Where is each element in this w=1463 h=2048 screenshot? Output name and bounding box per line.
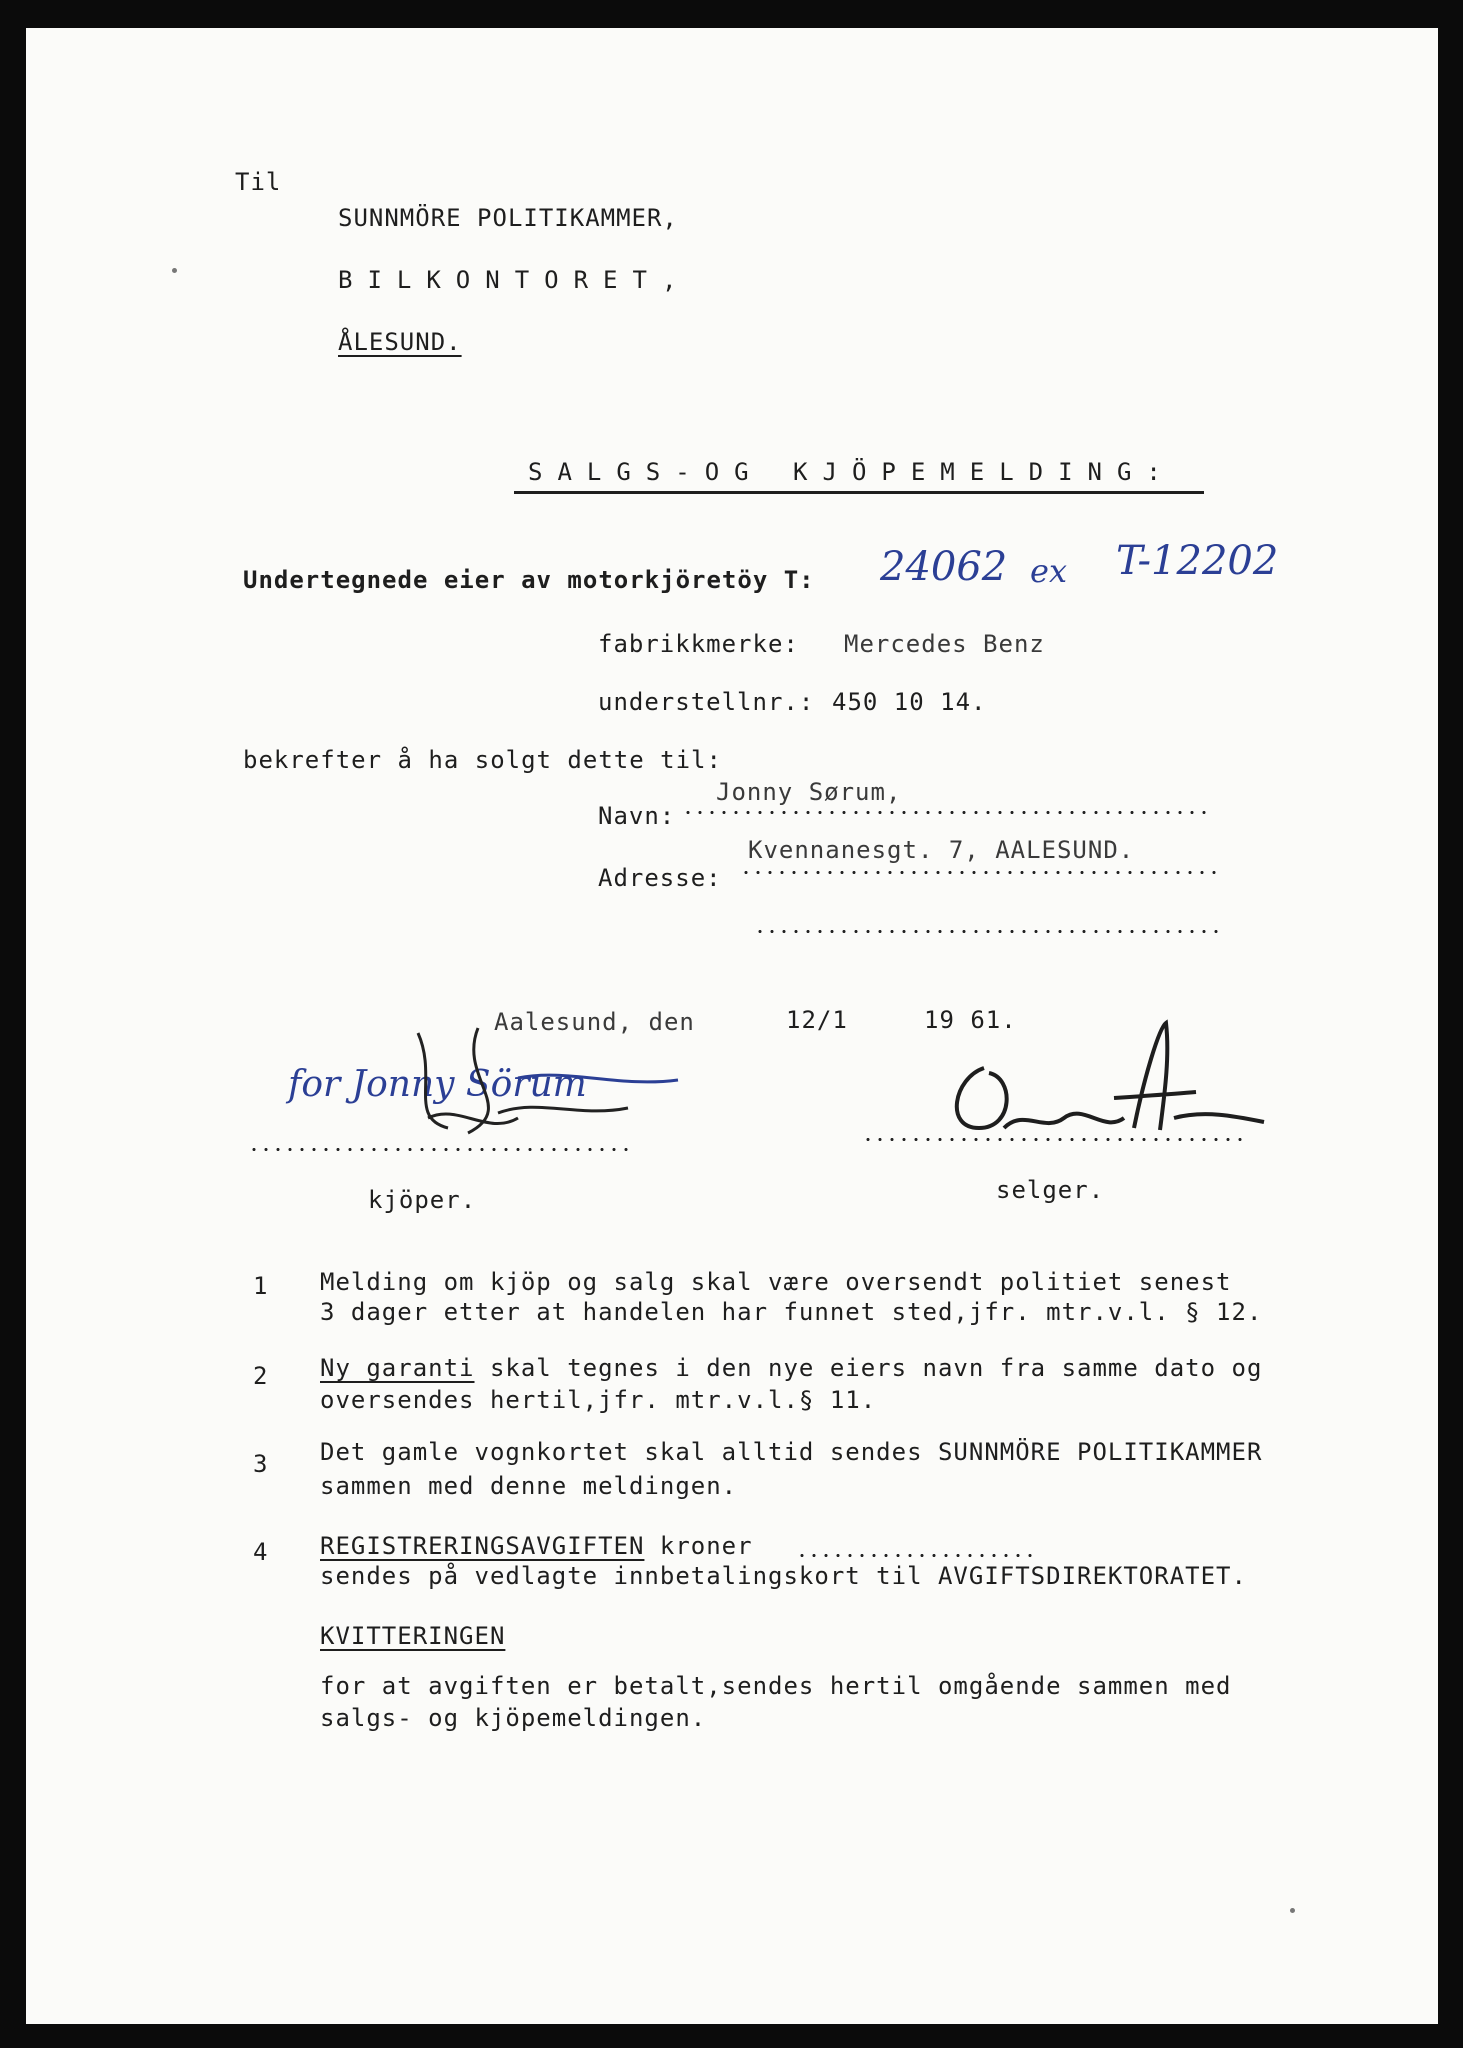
address-line-3: ÅLESUND.: [338, 328, 462, 356]
address-line-2: BILKONTORET,: [338, 266, 692, 294]
note-text: skal tegnes i den nye eiers navn fra samme dato og: [474, 1354, 1263, 1382]
document-page: [26, 28, 1438, 2024]
note-line: oversendes hertil,jfr. mtr.v.l.§ 11.: [320, 1386, 877, 1414]
address-line-1: SUNNMÖRE POLITIKAMMER,: [338, 204, 678, 232]
note-number: 4: [253, 1538, 269, 1566]
paper-speck: [1290, 1908, 1295, 1913]
buyer-name-dotted-line: [682, 811, 1212, 814]
note-line: sendes på vedlagte innbetalingskort til AVGIFTSDIREKTORATET.: [320, 1562, 1247, 1590]
fee-amount-dotted-line: [796, 1554, 1032, 1557]
date-day-month: 12/1: [786, 1006, 848, 1034]
buyer-name-label: Navn:: [598, 802, 676, 830]
note-line: 3 dager etter at handelen har funnet sted,jfr. mtr.v.l. § 12.: [320, 1298, 1263, 1326]
buyer-address-label: Adresse:: [598, 864, 722, 892]
receipt-line: for at avgiften er betalt,sendes hertil omgående sammen med: [320, 1672, 1232, 1700]
note-text: kroner: [644, 1532, 753, 1560]
make-label: fabrikkmerke:: [598, 630, 799, 658]
note-line: sammen med denne meldingen.: [320, 1472, 738, 1500]
buyer-label: kjöper.: [368, 1186, 477, 1214]
receipt-line: salgs- og kjöpemeldingen.: [320, 1704, 707, 1732]
receipt-heading: KVITTERINGEN: [320, 1622, 506, 1650]
address-til: Til: [235, 168, 282, 196]
date-place: Aalesund, den: [494, 1008, 695, 1036]
owner-label: Undertegnede eier av motorkjöretöy T:: [243, 566, 815, 594]
seller-signature-scribble: [934, 1018, 1274, 1148]
sold-to-intro: bekrefter å ha solgt dette til:: [243, 746, 722, 774]
chassis-value: 450 10 14.: [832, 688, 987, 716]
seller-signature-dotted-line: [862, 1138, 1242, 1141]
date-year: 19 61.: [924, 1006, 1017, 1034]
chassis-label: understellnr.:: [598, 688, 815, 716]
buyer-address-dotted-line: [740, 871, 1218, 874]
previous-registration-handwritten: T-12202: [1116, 538, 1279, 584]
note-line: [320, 1532, 753, 1560]
note-emphasis: REGISTRERINGSAVGIFTEN: [320, 1532, 645, 1560]
make-value: Mercedes Benz: [844, 630, 1045, 658]
buyer-signature-handwritten: for Jonny Sörum: [288, 1064, 587, 1105]
buyer-name-value: Jonny Sørum,: [716, 778, 902, 806]
note-number: 2: [253, 1362, 269, 1390]
buyer-signature-scribble: [398, 1018, 698, 1148]
title-underline: [514, 491, 1204, 494]
buyer-signature-dotted-line: [248, 1148, 632, 1151]
ex-handwritten: ex: [1030, 552, 1067, 590]
seller-label: selger.: [996, 1176, 1105, 1204]
document-title: SALGS-OG KJÖPEMELDING:: [528, 458, 1176, 486]
note-number: 3: [253, 1450, 269, 1478]
note-emphasis: Ny garanti: [320, 1354, 475, 1382]
paper-speck: [172, 268, 177, 273]
buyer-address-value: Kvennanesgt. 7, AALESUND.: [748, 836, 1135, 864]
buyer-address-dotted-line-2: [754, 930, 1220, 933]
note-line: Det gamle vognkortet skal alltid sendes SUNNMÖRE POLITIKAMMER: [320, 1438, 1263, 1466]
note-line: [320, 1354, 1262, 1382]
note-number: 1: [253, 1272, 269, 1300]
registration-number-handwritten: 24062: [880, 544, 1008, 590]
note-line: Melding om kjöp og salg skal være oversendt politiet senest: [320, 1268, 1232, 1296]
